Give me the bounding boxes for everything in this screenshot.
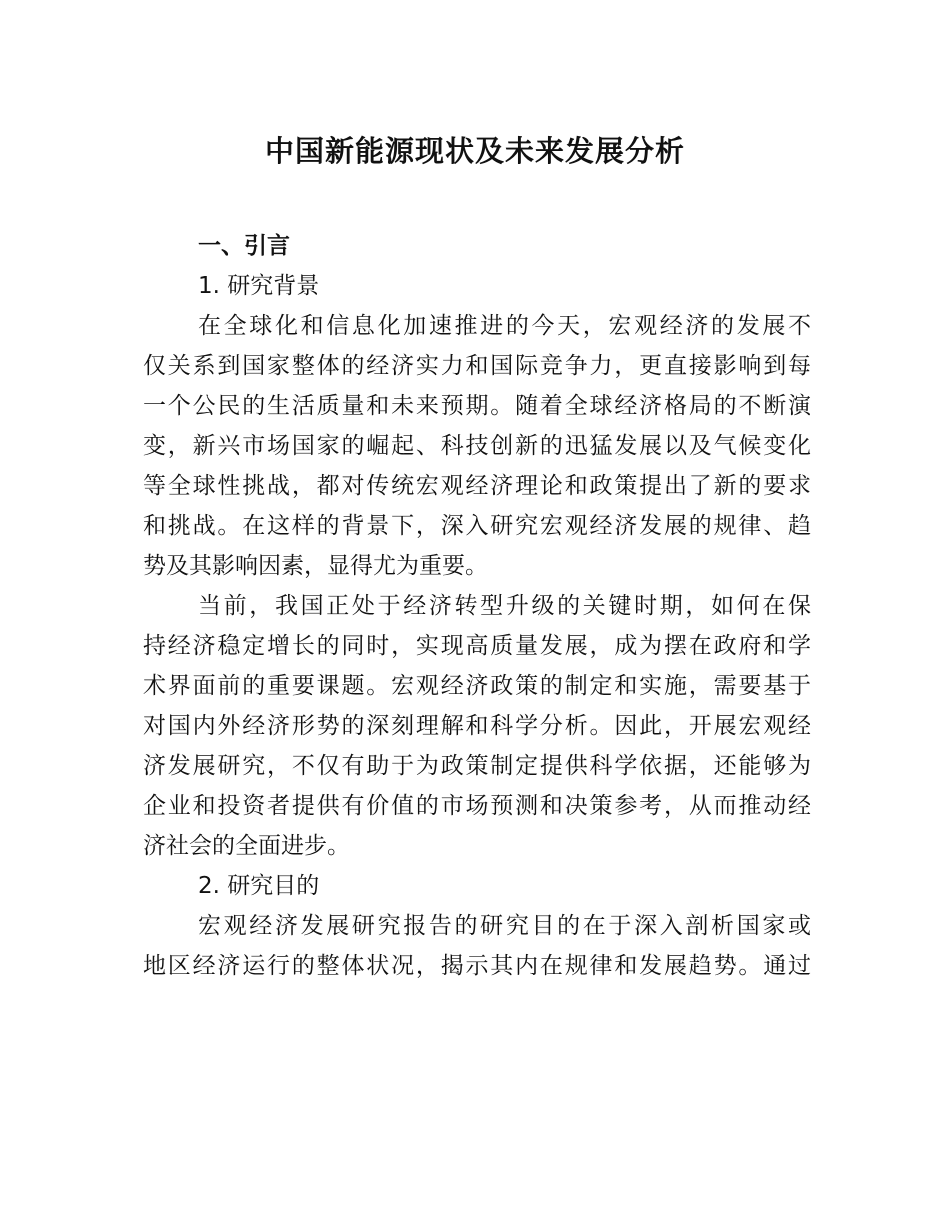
paragraph-background-1 xyxy=(143,306,811,586)
section-heading-introduction: 一、引言 xyxy=(198,233,290,259)
text-line: 宏观经济发展研究报告的研究目的在于深入剖析国家或 xyxy=(198,913,811,939)
text-line: 济社会的全面进步。 xyxy=(143,833,350,859)
text-line: 一个公民的生活质量和未来预期。随着全球经济格局的不断演 xyxy=(143,393,811,419)
text-line: 变，新兴市场国家的崛起、科技创新的迅猛发展以及气候变化 xyxy=(143,433,811,459)
text-line: 持经济稳定增长的同时，实现高质量发展，成为摆在政府和学 xyxy=(143,633,811,659)
text-line: 仅关系到国家整体的经济实力和国际竞争力，更直接影响到每 xyxy=(143,353,811,379)
text-line: 势及其影响因素，显得尤为重要。 xyxy=(143,553,488,579)
subsection-heading-purpose: 2. 研究目的 xyxy=(198,873,320,899)
text-line: 济发展研究，不仅有助于为政策制定提供科学依据，还能够为 xyxy=(143,753,811,779)
document-title: 中国新能源现状及未来发展分析 xyxy=(264,134,685,169)
text-line: 和挑战。在这样的背景下，深入研究宏观经济发展的规律、趋 xyxy=(143,513,811,539)
text-line: 对国内外经济形势的深刻理解和科学分析。因此，开展宏观经 xyxy=(143,713,811,739)
text-line: 等全球性挑战，都对传统宏观经济理论和政策提出了新的要求 xyxy=(143,473,811,499)
text-line: 地区经济运行的整体状况，揭示其内在规律和发展趋势。通过 xyxy=(143,953,811,979)
text-line: 术界面前的重要课题。宏观经济政策的制定和实施，需要基于 xyxy=(143,673,811,699)
text-line: 在全球化和信息化加速推进的今天，宏观经济的发展不 xyxy=(198,313,811,339)
text-line: 当前，我国正处于经济转型升级的关键时期，如何在保 xyxy=(198,593,811,619)
subsection-heading-background: 1. 研究背景 xyxy=(198,273,320,299)
document-body xyxy=(143,226,811,986)
paragraph-background-2 xyxy=(143,586,811,866)
text-line: 企业和投资者提供有价值的市场预测和决策参考，从而推动经 xyxy=(143,793,811,819)
paragraph-purpose-1 xyxy=(143,906,811,986)
